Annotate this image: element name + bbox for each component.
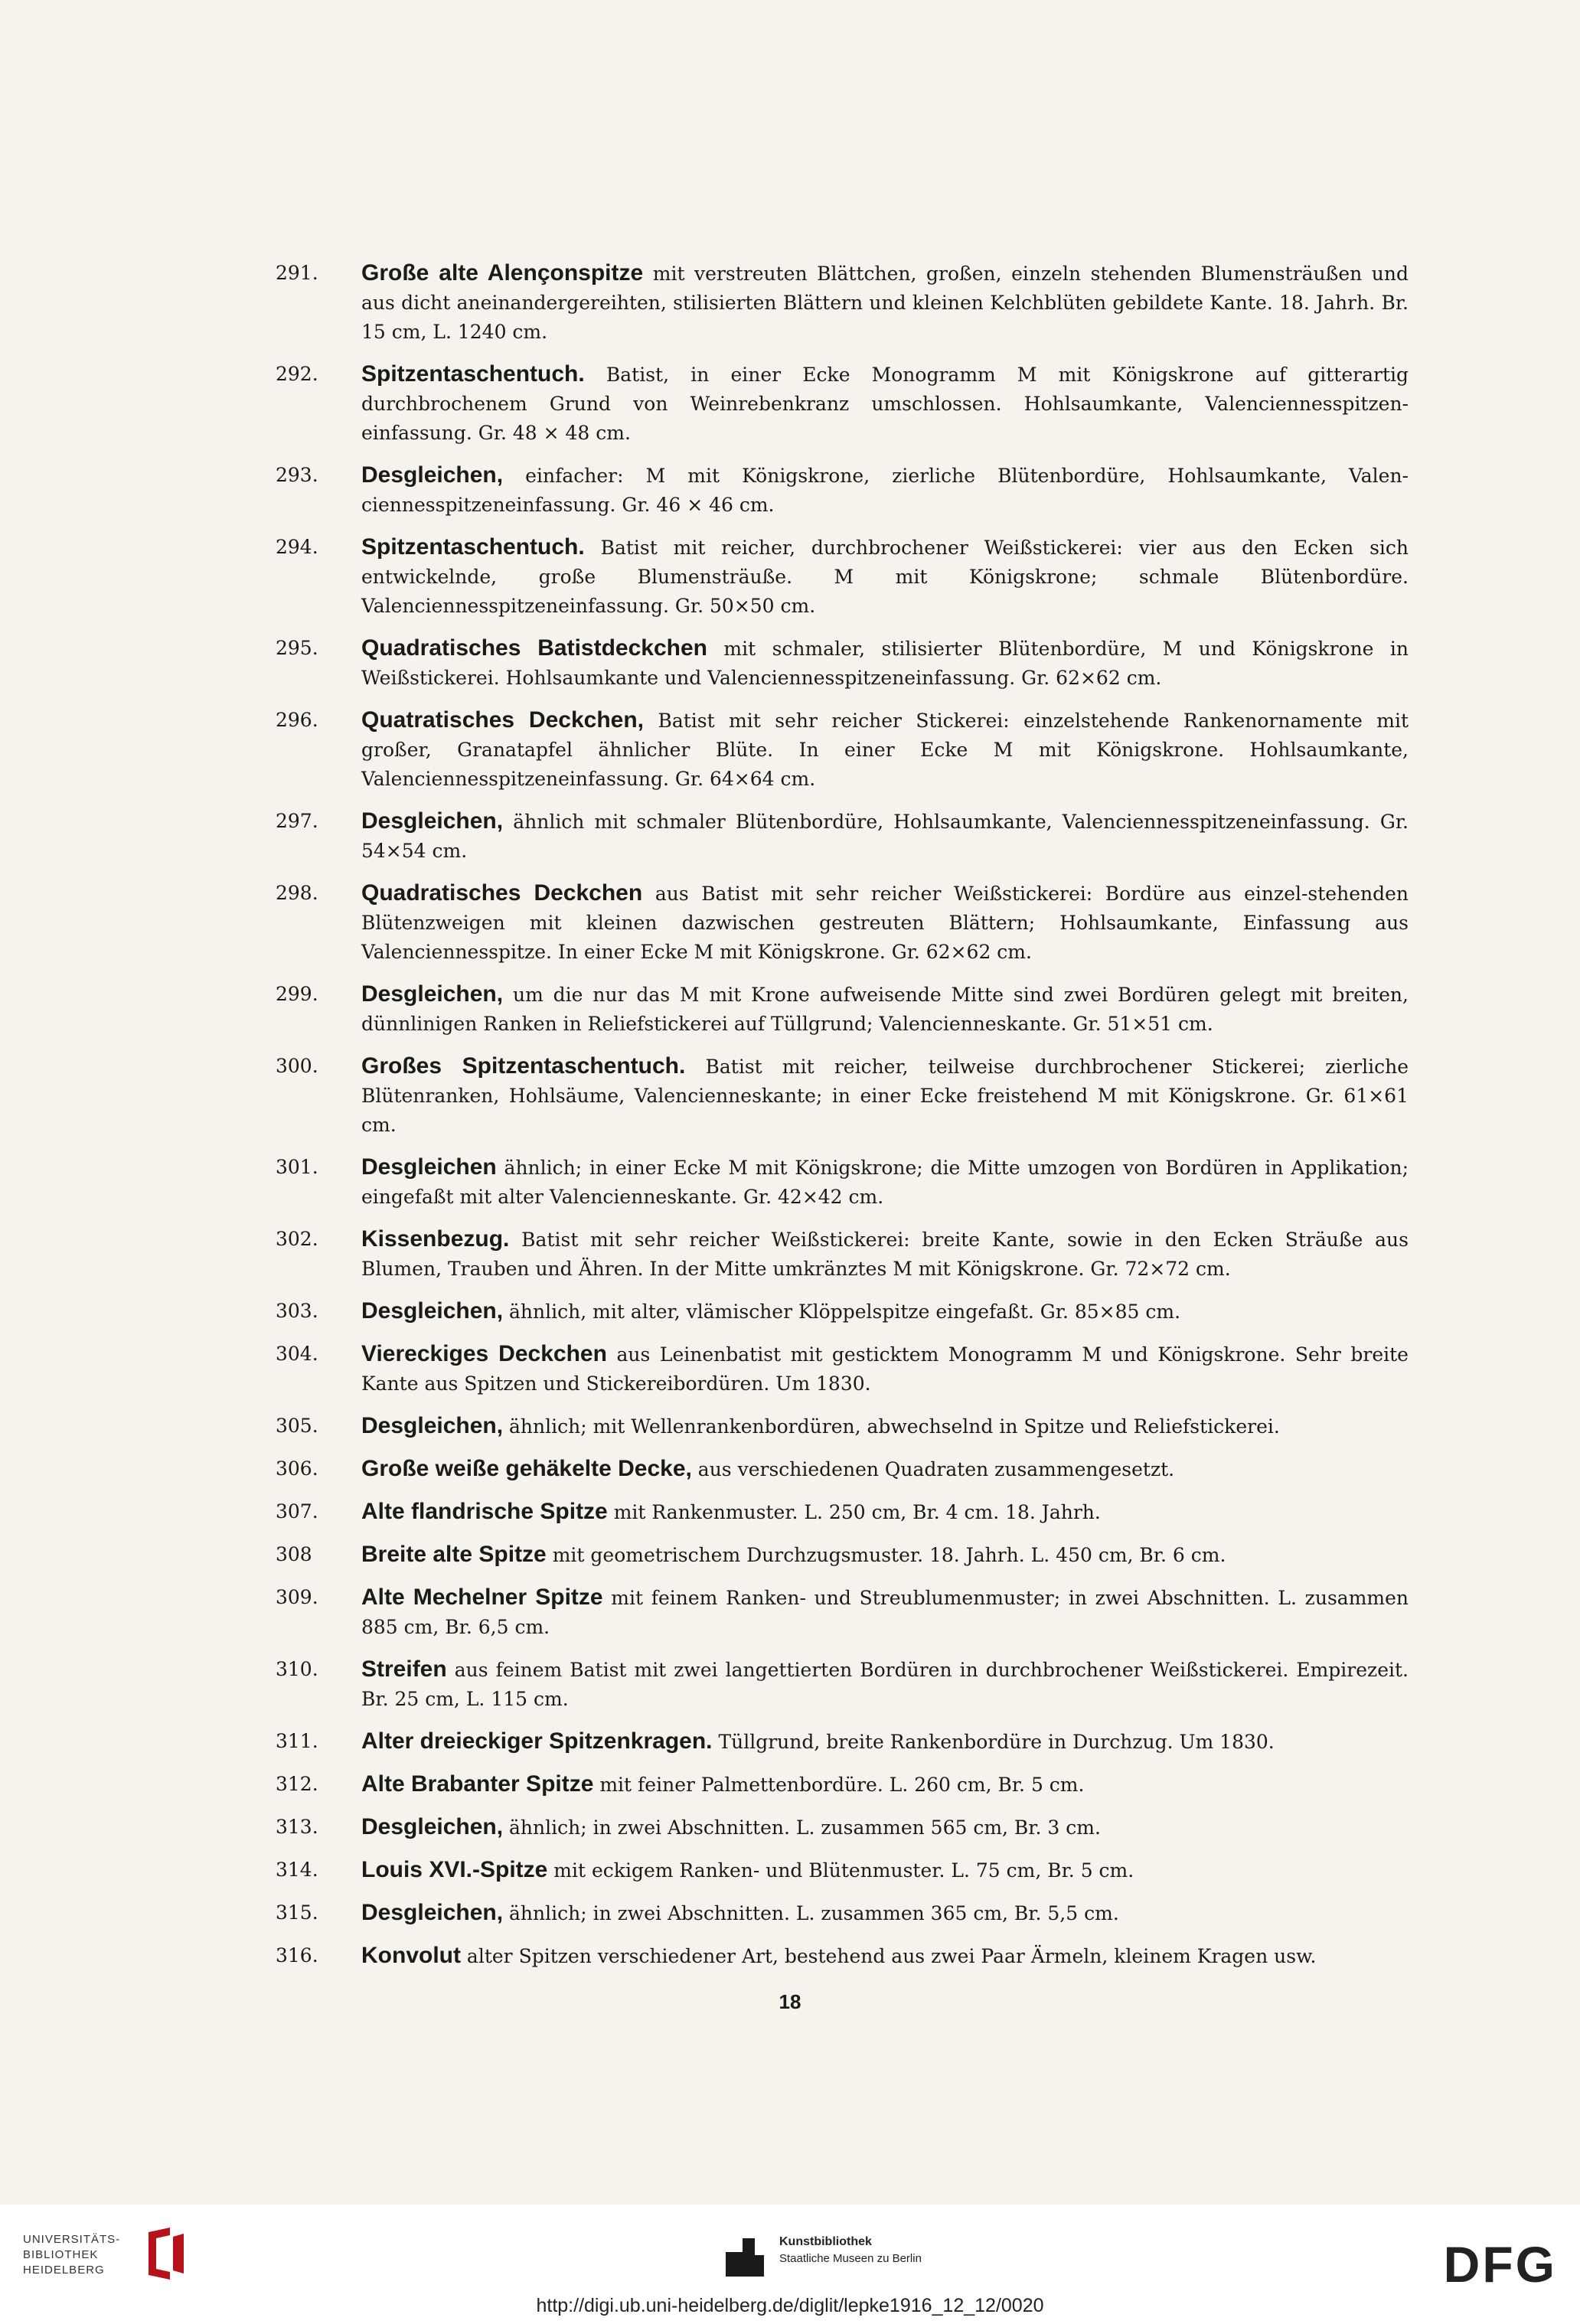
entry-description: Tüllgrund, breite Rankenbordüre in Durchzug. Um 1830. <box>712 1731 1275 1753</box>
entry-description: ähnlich; in zwei Abschnitten. L. zusammen 565 cm, Br. 3 cm. <box>503 1816 1101 1839</box>
entry-title: Alte flandrische Spitze <box>361 1499 608 1524</box>
entry-description: ähnlich, mit alter, vlämischer Klöppelspitze eingefaßt. Gr. 85×85 cm. <box>503 1301 1181 1323</box>
entry-title: Desgleichen, <box>361 462 504 488</box>
entry-number: 299. <box>276 983 318 1005</box>
entry-number: 312. <box>276 1773 318 1795</box>
entry-title: Großes Spitzentaschentuch. <box>361 1053 686 1079</box>
entry-description: mit schmaler, stilisierter Blütenbordüre, M und Königskrone in Weißstickerei. Hohlsaumkante und Valenciennesspitzeneinfassung. Gr. 62×62 cm. <box>361 638 1409 689</box>
entry-number: 311. <box>276 1730 318 1752</box>
catalog-entry <box>276 1454 1409 1484</box>
entry-description: aus Leinenbatist mit gesticktem Monogramm M und Königskrone. Sehr breite Kante aus Spitzen und Stickereibordüren. Um 1830. <box>361 1343 1409 1395</box>
entry-number: 308 <box>276 1543 312 1565</box>
entry-description: ähnlich; in zwei Abschnitten. L. zusammen 365 cm, Br. 5,5 cm. <box>503 1902 1119 1924</box>
catalog-entry <box>276 1153 1409 1212</box>
catalog-entry <box>276 1941 1409 1971</box>
catalog-entry <box>276 807 1409 866</box>
catalog-entry <box>276 259 1409 347</box>
catalog-entry <box>276 1727 1409 1757</box>
entry-description: mit geometrischem Durchzugsmuster. 18. Jahrh. L. 450 cm, Br. 6 cm. <box>546 1544 1226 1566</box>
entry-number: 307. <box>276 1500 318 1523</box>
entry-number: 300. <box>276 1055 318 1077</box>
entry-number: 309. <box>276 1586 318 1608</box>
entry-description: aus verschiedenen Quadraten zusammengesetzt. <box>691 1458 1175 1480</box>
university-line-1: UNIVERSITÄTS- <box>23 2233 121 2246</box>
entry-number: 292. <box>276 363 318 385</box>
footer-bar <box>0 2205 1580 2324</box>
entry-description: Batist mit reicher, durchbrochener Weißstickerei: vier aus den Ecken sich entwickelnde, große Blumensträuße. M mit Königskrone; schmale Blütenbordüre. Valenciennesspitzeneinfassung. Gr. 50×50 cm. <box>361 537 1409 617</box>
catalog-entry <box>276 360 1409 448</box>
entry-title: Streifen <box>361 1657 447 1682</box>
catalog-entry <box>276 461 1409 520</box>
entry-description: ähnlich; mit Wellenrankenbordüren, abwechselnd in Spitze und Reliefstickerei. <box>503 1415 1280 1438</box>
catalog-entry <box>276 879 1409 967</box>
dfg-logo[interactable]: DFG <box>1443 2236 1557 2293</box>
entry-description: alter Spitzen verschiedener Art, bestehend aus zwei Paar Ärmeln, kleinem Kragen usw. <box>460 1945 1317 1967</box>
catalog-entry <box>276 1540 1409 1570</box>
university-line-3: HEIDELBERG <box>23 2264 105 2277</box>
entry-description: mit verstreuten Blättchen, großen, einzeln stehenden Blumensträußen und aus dicht aneinandergereihten, stilisierten Blättern und kleinen Kelchblüten gebildete Kante. 18. Jahrh. Br. 15 cm, L. 1240 cm. <box>361 263 1409 343</box>
entry-title: Konvolut <box>361 1943 461 1968</box>
catalog-entry <box>276 980 1409 1039</box>
catalog-entry <box>276 1412 1409 1441</box>
catalog-entry <box>276 1898 1409 1928</box>
entry-number: 315. <box>276 1901 318 1924</box>
catalog-entry <box>276 1770 1409 1800</box>
catalog-entry <box>276 1497 1409 1527</box>
entry-title: Breite alte Spitze <box>361 1542 547 1567</box>
entry-description: mit Rankenmuster. L. 250 cm, Br. 4 cm. 18. Jahrh. <box>607 1501 1101 1523</box>
catalog-entry <box>276 634 1409 693</box>
university-mark-icon <box>144 2226 187 2281</box>
kunstbibliothek-name: Kunstbibliothek <box>779 2235 872 2248</box>
entry-number: 301. <box>276 1156 318 1178</box>
entry-number: 298. <box>276 882 318 904</box>
page-number: 18 <box>779 1990 801 2013</box>
entry-number: 295. <box>276 637 318 659</box>
kunstbibliothek-subtitle: Staatliche Museen zu Berlin <box>779 2252 922 2265</box>
entry-title: Alte Mechelner Spitze <box>361 1585 603 1610</box>
entry-title: Desgleichen, <box>361 1900 504 1925</box>
entry-title: Alter dreieckiger Spitzenkragen. <box>361 1728 713 1754</box>
entry-title: Alte Brabanter Spitze <box>361 1771 594 1797</box>
entry-title: Große weiße gehäkelte Decke, <box>361 1456 692 1481</box>
entry-description: mit feiner Palmettenbordüre. L. 260 cm, Br. 5 cm. <box>593 1774 1085 1796</box>
entry-title: Desgleichen, <box>361 1298 504 1324</box>
catalog-entry <box>276 1813 1409 1843</box>
catalog-entry <box>276 1297 1409 1327</box>
entry-title: Spitzentaschentuch. <box>361 361 585 387</box>
entry-description: mit feinem Ranken- und Streublumenmuster; in zwei Abschnitten. L. zusammen 885 cm, Br. 6,5 cm. <box>361 1587 1409 1638</box>
catalog-entries <box>276 259 1409 1984</box>
catalog-entry <box>276 1583 1409 1642</box>
entry-number: 302. <box>276 1228 318 1250</box>
entry-description: aus feinem Batist mit zwei langettierten Bordüren in durchbrochener Weißstickerei. Empirezeit. Br. 25 cm, L. 115 cm. <box>361 1659 1409 1710</box>
entry-title: Spitzentaschentuch. <box>361 534 585 560</box>
catalog-entry <box>276 1856 1409 1885</box>
catalog-entry <box>276 706 1409 794</box>
entry-title: Desgleichen, <box>361 1814 504 1839</box>
entry-number: 313. <box>276 1816 318 1838</box>
university-library-logo[interactable] <box>23 2232 120 2278</box>
entry-title: Desgleichen, <box>361 981 504 1007</box>
entry-number: 310. <box>276 1658 318 1680</box>
catalog-entry <box>276 1052 1409 1140</box>
entry-number: 306. <box>276 1457 318 1480</box>
entry-description: Batist mit sehr reicher Weißstickerei: breite Kante, sowie in den Ecken Sträuße aus Blumen, Trauben und Ähren. In der Mitte umkränztes M mit Königskrone. Gr. 72×72 cm. <box>361 1229 1409 1280</box>
entry-title: Quatratisches Deckchen, <box>361 707 644 733</box>
entry-title: Quadratisches Deckchen <box>361 880 643 906</box>
entry-number: 316. <box>276 1944 318 1967</box>
entry-description: aus Batist mit sehr reicher Weißstickerei: Bordüre aus einzel-stehenden Blütenzweigen mit kleinen dazwischen gestreuten Blättern; Hohlsaumkante, Einfassung aus Valenciennesspitze. In einer Ecke M mit Königskrone. Gr. 62×62 cm. <box>361 883 1409 963</box>
entry-number: 314. <box>276 1859 318 1881</box>
entry-title: Kissenbezug. <box>361 1226 510 1252</box>
entry-number: 291. <box>276 262 318 284</box>
entry-title: Desgleichen, <box>361 808 504 834</box>
entry-description: um die nur das M mit Krone aufweisende Mitte sind zwei Bordüren gelegt mit breiten, dünnlinigen Ranken in Reliefstickerei auf Tüllgrund; Valencienneskante. Gr. 51×51 cm. <box>361 984 1409 1035</box>
entry-description: ähnlich; in einer Ecke M mit Königskrone; die Mitte umzogen von Bordüren in Applikation; eingefaßt mit alter Valencienneskante. Gr. 42×42 cm. <box>361 1157 1409 1208</box>
entry-number: 294. <box>276 536 318 558</box>
catalog-entry <box>276 533 1409 621</box>
entry-number: 303. <box>276 1300 318 1322</box>
entry-number: 305. <box>276 1415 318 1437</box>
university-line-2: BIBLIOTHEK <box>23 2248 99 2261</box>
entry-title: Desgleichen, <box>361 1413 504 1438</box>
entry-description: Batist, in einer Ecke Monogramm M mit Königskrone auf gitterartig durchbrochenem Grund von Weinrebenkranz umschlossen. Hohlsaumkante, Valenciennesspitzen-einfassung. Gr. 48 × 48 cm. <box>361 364 1409 444</box>
entry-title: Desgleichen <box>361 1154 497 1180</box>
entry-number: 304. <box>276 1343 318 1365</box>
entry-description: Batist mit reicher, teilweise durchbrochener Stickerei; zierliche Blütenranken, Hohlsäume, Valencienneskante; in einer Ecke freistehend M mit Königskrone. Gr. 61×61 cm. <box>361 1056 1409 1136</box>
entry-number: 297. <box>276 810 318 832</box>
catalog-entry <box>276 1340 1409 1399</box>
entry-title: Viereckiges Deckchen <box>361 1341 607 1366</box>
kunstbibliothek-text <box>779 2234 922 2267</box>
entry-number: 296. <box>276 709 318 731</box>
catalog-entry <box>276 1655 1409 1714</box>
entry-title: Große alte Alençonspitze <box>361 260 644 286</box>
source-url[interactable]: http://digi.ub.uni-heidelberg.de/diglit/lepke1916_12_12/0020 <box>536 2295 1044 2316</box>
entry-description: einfacher: M mit Königskrone, zierliche Blütenbordüre, Hohlsaumkante, Valen-ciennesspitzeneinfassung. Gr. 46 × 46 cm. <box>361 465 1409 516</box>
entry-description: ähnlich mit schmaler Blütenbordüre, Hohlsaumkante, Valenciennesspitzeneinfassung. Gr. 54×54 cm. <box>361 811 1409 862</box>
entry-description: mit eckigem Ranken- und Blütenmuster. L. 75 cm, Br. 5 cm. <box>547 1859 1134 1882</box>
entry-description: Batist mit sehr reicher Stickerei: einzelstehende Rankenornamente mit großer, Granatapfel ähnlicher Blüte. In einer Ecke M mit Königskrone. Hohlsaumkante, Valenciennesspitzeneinfassung. Gr. 64×64 cm. <box>361 710 1409 790</box>
entry-number: 293. <box>276 464 318 486</box>
entry-title: Quadratisches Batistdeckchen <box>361 635 707 661</box>
catalog-entry <box>276 1225 1409 1284</box>
entry-title: Louis XVI.-Spitze <box>361 1857 548 1882</box>
kunstbibliothek-logo-icon[interactable] <box>720 2232 770 2283</box>
